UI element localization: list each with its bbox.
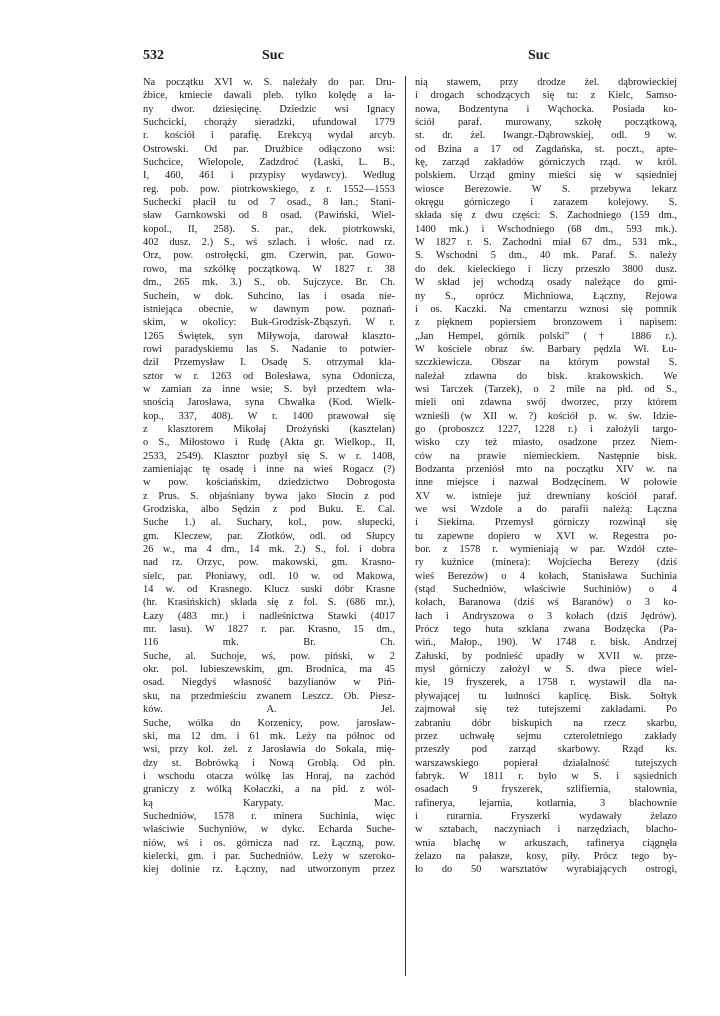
text-line: Suchein, w dok. Suhcino, las i osada nie- bbox=[143, 290, 395, 302]
text-line: nowa, Bodzentyna i Wąchocka. Posiada ko- bbox=[415, 103, 677, 115]
text-line: szczkiewicza. Obszar na którym powstał S. bbox=[415, 357, 677, 369]
running-head-left: Suc bbox=[262, 48, 284, 63]
text-line: we wsi Wzdole a do parafii należą: Łączna bbox=[415, 504, 677, 515]
text-line: sław Garnkowski od 8 osad. (Pawiński, Wiel- bbox=[143, 210, 395, 222]
text-line: ło do 50 warsztatów wyrabiających ostrogi, bbox=[415, 864, 677, 876]
text-line: Suchecki płacił tu od 7 osad., 8 łan.; Stani- bbox=[143, 197, 395, 209]
text-line: (hr. Krasińskich) składa się z fol. S. (686 mr.), bbox=[143, 597, 395, 609]
text-line: wiosce Berezowie. W S. przebywa lekarz bbox=[415, 183, 677, 195]
text-line: kielecki, gm. i par. Suchedniów. Leży w szeroko- bbox=[143, 850, 395, 862]
text-line: W kościele obraz św. Barbary pędzla Wł. Łu- bbox=[415, 343, 677, 355]
text-line: z Prus. S. objaśniany bywa jako Słocin z pod bbox=[143, 490, 395, 502]
text-line: mr. lasu). W 1827 r. par. Krasno, 15 dm., bbox=[143, 624, 395, 636]
text-line: I, 460, 461 i przypisy wydawcy). Według bbox=[143, 170, 395, 182]
text-line: skim, w okolicy: Buk-Grodzisk-Zbąszyń. W r. bbox=[143, 317, 395, 329]
text-line: i drogach schodzących się tu: z Kielc, Samso- bbox=[415, 90, 677, 102]
text-line: (stąd Suchedniów, właściwie Suchiniów) o 4 bbox=[415, 584, 677, 596]
text-line: należał zdawna do bisk. krakowskich. We bbox=[415, 370, 677, 382]
text-line: wznieśli (w XII w. ?) kościół p. w. św. Idzie- bbox=[415, 410, 677, 422]
text-line: osad. Niegdyś własność bazylianów w Piń- bbox=[143, 677, 395, 689]
text-line: kołach, Baranowa (dziś wś Baranów) o 3 ko- bbox=[415, 597, 677, 609]
text-line: Na początku XVI w. S. należały do par. Dru- bbox=[143, 77, 395, 88]
text-line: Suchcice, Wielopole, Zadzdroć (Łaski, L. B., bbox=[143, 157, 395, 169]
text-line: warszawskiego popierał działalność tutejszych bbox=[415, 757, 677, 769]
text-line: Grodziska, albo Sędzin z pod Buku. E. Cal. bbox=[143, 504, 395, 515]
text-line: mieli oni zdawna swój dworzec, przy którem bbox=[415, 397, 677, 409]
text-line: r. kościół i parafię. Erekcyą wydał arcyb. bbox=[143, 130, 395, 142]
text-line: sku, na przedmieściu zwanem Leszcz. Ob. Piesz- bbox=[143, 690, 395, 702]
text-line: Prócz tego huta szklana zwana Bodzęcka (Pa- bbox=[415, 624, 677, 636]
text-line: pływającej tu ludności kaplicę. Bisk. Sołtyk bbox=[415, 690, 677, 702]
text-line: osadach 9 fryszerek, szlifiernia, stalownia, bbox=[415, 784, 677, 796]
text-line: rowi paradyskiemu las S. Nadanie to potwier- bbox=[143, 343, 395, 355]
text-line: 116 mk. Br. Ch. bbox=[143, 637, 395, 649]
text-line: XV w. istnieje już drewniany kościół paraf. bbox=[415, 490, 677, 502]
text-line: przeszły pod zarząd skarbowy. Rząd ks. bbox=[415, 744, 677, 756]
text-line: 26 w., ma 4 dm., 14 mk. 2.) S., fol. i dobra bbox=[143, 544, 395, 556]
text-line: właściwie Suchyniów, w dykc. Echarda Suche- bbox=[143, 824, 395, 836]
right-column bbox=[415, 76, 677, 877]
text-line: ców na prawie niemieckiem. Następnie bisk. bbox=[415, 450, 677, 462]
text-line: 2533, 2549). Klasztor pozbył się S. w r. 1408, bbox=[143, 450, 395, 462]
text-line: nią stawem, przy drodze żel. dąbrowieckiej bbox=[415, 77, 677, 88]
running-head-right: Suc bbox=[528, 48, 550, 63]
text-line: 1265 Świętek, syn Miływoja, darował klaszto- bbox=[143, 330, 395, 342]
text-line: ski, ma 12 dm. i 61 mk. Leży na północ od bbox=[143, 730, 395, 742]
text-line: z pięknem popiersiem bronzowem i napisem: bbox=[415, 317, 677, 329]
text-line: sztor w r. 1263 od Bolesława, syna Odonicza, bbox=[143, 370, 395, 382]
text-line: gm. Kleczew, par. Złotków, odl. od Słupcy bbox=[143, 530, 395, 542]
text-line: wsi Tarczek (Tarzek), o 2 mile na płd. od S., bbox=[415, 383, 677, 395]
text-line: 14 w. od Krasnego. Klucz suski dóbr Krasne bbox=[143, 584, 395, 596]
text-line: zajmował się też tutejszemi zakładami. Po bbox=[415, 704, 677, 716]
text-line: o S., Miłostowo i Rudę (Akta gr. Wielkop., II, bbox=[143, 437, 395, 449]
text-line: W 1827 r. S. Zachodni miał 67 dm., 531 mk., bbox=[415, 237, 677, 249]
text-line: ny S., oprócz Michniowa, Łączny, Rejowa bbox=[415, 290, 677, 302]
text-line: kie, 19 fryszerek, a 1758 r. wystawił dla na- bbox=[415, 677, 677, 689]
text-line: składa się z dwu części: S. Zachodniego (159 dm., bbox=[415, 210, 677, 222]
text-line: inne miejsce i nazwał Bodzęcinem. W połowie bbox=[415, 477, 677, 489]
text-line: i rurarnia. Fryszerki wydawały żelazo bbox=[415, 810, 677, 822]
text-line: zabraniu dóbr biskupich na rzecz skarbu, bbox=[415, 717, 677, 729]
text-line: i os. Kaczki. Na cmentarzu wznosi się pomnik bbox=[415, 303, 677, 315]
text-line: Ostrowski. Od par. Drużbice odłączono wsi: bbox=[143, 143, 395, 155]
text-line: fabryk. W 1811 r. było w S. i sąsiednich bbox=[415, 770, 677, 782]
column-divider bbox=[405, 76, 406, 976]
text-line: wsi, przy kol. żel. z Jarosławia do Sokala, mię- bbox=[143, 744, 395, 756]
text-line: W skład jej wchodzą osady należące do gmi- bbox=[415, 277, 677, 289]
text-line: Suche, al. Suchoje, wś, pow. piński, w 2 bbox=[143, 650, 395, 662]
text-line: tu zapewne dopiero w XVI w. Regestra po- bbox=[415, 530, 677, 542]
text-line: kiej dolinie rz. Łączny, nad utworzonym przez bbox=[143, 864, 395, 876]
text-line: ry kuźnice (minera): Wojciecha Berezy (dziś bbox=[415, 557, 677, 569]
text-line: kę, zarząd zakładów górniczych rząd. w król. bbox=[415, 157, 677, 169]
text-line: reg. pob. pow. piotrkowskiego, z r. 1552—1553 bbox=[143, 183, 395, 195]
text-line: wieś Berezów) o 4 kołach, Stanisława Suchinia bbox=[415, 570, 677, 582]
text-line: przez uchwałę sejmu czteroletniego zakłady bbox=[415, 730, 677, 742]
text-line: wnia blachę w arkuszach, rafinerya ciągnęła bbox=[415, 837, 677, 849]
text-line: od Bzina a 17 od Zagdańska, st. poczt., apte- bbox=[415, 143, 677, 155]
text-line: i wschodu otacza wólkę las Horaj, na zachód bbox=[143, 770, 395, 782]
text-line: dził Przemysław I. Osadę S. otrzymał kla- bbox=[143, 357, 395, 369]
text-line: istniejąca obecnie, w dawnym pow. poznań- bbox=[143, 303, 395, 315]
page-number: 532 bbox=[143, 48, 164, 63]
text-line: z klasztorem Mikołaj Drożyński (kasztelan) bbox=[143, 423, 395, 435]
text-line: żbice, kmiecie dawali pleb. tylko kolędę a ła- bbox=[143, 90, 395, 102]
text-line: Suchcicki, chorąży sieradzki, ufundował 1779 bbox=[143, 117, 395, 129]
text-line: okręgu górniczego i zarazem kolejowy. S. bbox=[415, 197, 677, 209]
text-line: 1400 mk.) i Wschodniego (68 dm., 593 mk.). bbox=[415, 223, 677, 235]
text-line: w zamian za inne wsie; S. był przedtem wła- bbox=[143, 383, 395, 395]
text-line: żelazo na pałasze, kosy, piły. Prócz tego by- bbox=[415, 850, 677, 862]
text-line: st. dr. żel. Iwangr.-Dąbrowskiej, odl. 9 w. bbox=[415, 130, 677, 142]
text-line: Bodzanta przeniósł mto na początku XIV w. na bbox=[415, 463, 677, 475]
text-line: ściół paraf. murowany, szkołę początkową, bbox=[415, 117, 677, 129]
text-line: ny dwor. dziesięcinę. Dziedzic wsi Ignacy bbox=[143, 103, 395, 115]
text-line: graniczy z wólką Kołaczki, a na płd. z wól- bbox=[143, 784, 395, 796]
text-line: kop., 337, 408). W r. 1400 prawował się bbox=[143, 410, 395, 422]
text-line: i Siekirna. Przemysł górniczy rozwinął się bbox=[415, 517, 677, 529]
text-line: wiń., Małop., 190). W 1748 r. bisk. Andrzej bbox=[415, 637, 677, 649]
running-header bbox=[0, 46, 720, 66]
text-line: Orz, pow. ostrołęcki, gm. Czerwin, par. Gowo- bbox=[143, 250, 395, 262]
text-line: Suchedniów, 1578 r. minera Suchinia, więc bbox=[143, 810, 395, 822]
text-line: kopol., II, 258). S. par., dek. piotrkowski, bbox=[143, 223, 395, 235]
text-line: wisko czy też miasto, osadzone przez Niem- bbox=[415, 437, 677, 449]
text-line: mysł górniczy założył w S. dwa piece wiel- bbox=[415, 664, 677, 676]
text-line: „Jan Hempel, górnik polski” († 1886 r.). bbox=[415, 330, 677, 342]
text-line: niów, wś i os. górnicza nad rz. Łączną, pow. bbox=[143, 837, 395, 849]
text-line: ków. A. Jel. bbox=[143, 704, 395, 716]
text-line: bor. z 1578 r. wymieniają w par. Wzdół czte- bbox=[415, 544, 677, 556]
text-line: okr. pol. lubieszewskim, gm. Brodnica, ma 45 bbox=[143, 664, 395, 676]
text-line: sielc, par. Płoniawy, odl. 10 w. od Makowa, bbox=[143, 570, 395, 582]
text-line: polskiem. Urząd gminy mieści się w sąsiedniej bbox=[415, 170, 677, 182]
text-line: S. Wschodni 5 dm., 40 mk. Paraf. S. należy bbox=[415, 250, 677, 262]
text-line: Suche, wólka do Korzenicy, pow. jarosław- bbox=[143, 717, 395, 729]
text-line: łach i Andryszowa o 3 kołach (dziś Jędrów). bbox=[415, 610, 677, 622]
left-column bbox=[143, 76, 395, 877]
text-line: 402 dusz. 2.) S., wś szlach. i włośc. nad rz. bbox=[143, 237, 395, 249]
text-line: w pow. kościańskim, dziedzictwo Dobrogosta bbox=[143, 477, 395, 489]
text-line: rowo, ma szkółkę początkową. W 1827 r. 38 bbox=[143, 263, 395, 275]
text-line: w sztabach, naczyniach i narzędziach, blacho- bbox=[415, 824, 677, 836]
text-line: go (proboszcz 1227, 1228 r.) i założyli targo- bbox=[415, 423, 677, 435]
text-line: ką Karypaty. Mac. bbox=[143, 797, 395, 809]
text-line: snością Jarosława, syna Chwałka (Kod. Wielk- bbox=[143, 397, 395, 409]
text-line: zamieniając tę osadę i inne na wieś Rogacz (?) bbox=[143, 463, 395, 475]
text-line: Łazy (483 mr.) i nadleśnictwa Stawki (4017 bbox=[143, 610, 395, 622]
text-line: dm., 265 mk. 3.) S., ob. Sujczyce. Br. Ch. bbox=[143, 277, 395, 289]
text-line: rafinerya, lejarnia, kotlarnia, 3 blachownie bbox=[415, 797, 677, 809]
text-line: do dek. kieleckiego i liczy przeszło 3800 dusz. bbox=[415, 263, 677, 275]
text-line: Załuski, by podnieść upadły w XVII w. prze- bbox=[415, 650, 677, 662]
text-line: Suche 1.) al. Suchary, kol., pow. słupecki, bbox=[143, 517, 395, 529]
text-line: dzy st. Bobrówką i Nową Groblą. Od płn. bbox=[143, 757, 395, 769]
text-line: nad rz. Orzyc, pow. makowski, gm. Krasno- bbox=[143, 557, 395, 569]
